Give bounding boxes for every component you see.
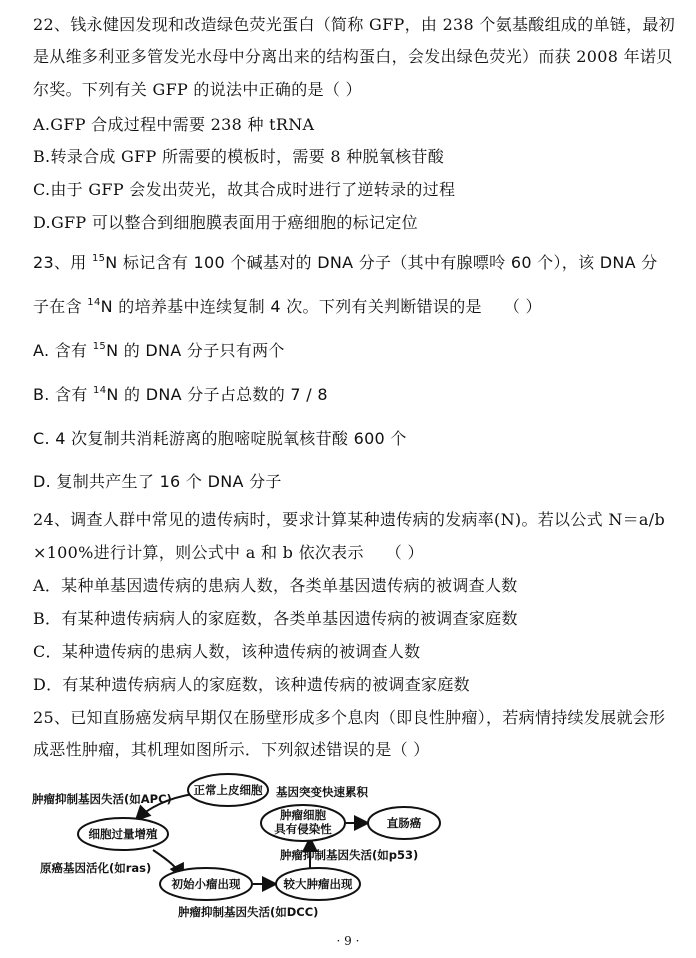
superscript-14: 14 <box>87 297 101 308</box>
q24-option-a: A．某种单基因遗传病的患病人数，各类单基因遗传病的被调查人数 <box>33 576 518 595</box>
q25-stem-line2: 成恶性肿瘤，其机理如图所示．下列叙述错误的是（ ） <box>33 740 430 759</box>
label-mutation-accumulation: 基因突变快速累积 <box>276 785 368 799</box>
colorectal-cancer-mechanism-diagram <box>28 768 468 928</box>
q24-option-d: D．有某种遗传病病人的家庭数，该种遗传病的被调查家庭数 <box>33 675 470 694</box>
node-normal-cell <box>188 774 268 806</box>
q23-option-a: A. 含有 $^{15}$N 的 DNA 分子只有两个 <box>33 341 285 360</box>
q24-option-b: B．有某种遗传病病人的家庭数，各类单基因遗传病的被调查家庭数 <box>33 609 518 628</box>
q22-stem-line3: 尔奖。下列有关 GFP 的说法中正确的是（ ） <box>33 80 362 99</box>
svg-text:正常上皮细胞: 正常上皮细胞 <box>193 783 263 797</box>
q23-option-c: C. 4 次复制共消耗游离的胞嘧啶脱氧核苷酸 600 个 <box>33 429 407 448</box>
q22-stem-line2: 是从维多利亚多管发光水母中分离出来的结构蛋白，会发出绿色荧光）而获 2008 年诺贝 <box>33 47 673 66</box>
answer-blank: （ ） <box>503 297 542 316</box>
q22-option-d: D.GFP 可以整合到细胞膜表面用于癌细胞的标记定位 <box>33 213 418 232</box>
svg-text:初始小瘤出现: 初始小瘤出现 <box>171 877 241 891</box>
q24-stem-line2: ×100%进行计算，则公式中 a 和 b 依次表示 （ ） <box>33 543 424 562</box>
q24-stem-line1: 24、调查人群中常见的遗传病时，要求计算某种遗传病的发病率(N)。若以公式 N＝a/b <box>33 510 666 529</box>
node-invasive-tumor <box>261 805 345 841</box>
label-apc: 肿瘤抑制基因失活(如APC) <box>32 792 172 806</box>
q23-option-d: D. 复制共产生了 16 个 DNA 分子 <box>33 472 282 491</box>
label-p53: 肿瘤抑制基因失活(如p53) <box>280 848 419 862</box>
label-ras: 原癌基因活化(如ras) <box>40 861 152 875</box>
svg-text:直肠癌: 直肠癌 <box>386 816 422 830</box>
q25-stem-line1: 25、已知直肠癌发病早期仅在肠壁形成多个息肉（即良性肿瘤），若病情持续发展就会形 <box>33 708 666 727</box>
q24-option-c: C．某种遗传病的患病人数，该种遗传病的被调查人数 <box>33 642 421 661</box>
svg-text:具有侵染性: 具有侵染性 <box>274 822 332 836</box>
q22-option-c: C.由于 GFP 会发出荧光，故其合成时进行了逆转录的过程 <box>33 180 456 199</box>
svg-text:肿瘤细胞: 肿瘤细胞 <box>280 808 326 822</box>
q23-stem-line2: 子在含 $^{14}$N 的培养基中连续复制 4 次。下列有关判断错误的是 （ ） <box>33 297 542 316</box>
page-number: · 9 · <box>336 934 360 948</box>
q22-stem-line1: 22、钱永健因发现和改造绿色荧光蛋白（简称 GFP，由 238 个氨基酸组成的单链，最初 <box>33 15 676 34</box>
node-large-tumor <box>276 868 360 900</box>
q22-option-b: B.转录合成 GFP 所需要的模板时，需要 8 种脱氧核苷酸 <box>33 147 445 166</box>
node-overgrowth <box>78 818 168 850</box>
superscript-15: 15 <box>91 253 106 264</box>
node-colorectal-cancer <box>368 807 440 839</box>
label-dcc: 肿瘤抑制基因失活(如DCC) <box>178 905 319 919</box>
q23-option-b: B. 含有 $^{14}$N 的 DNA 分子占总数的 7 / 8 <box>33 385 328 404</box>
svg-text:细胞过量增殖: 细胞过量增殖 <box>88 827 158 841</box>
q23-stem-line1: 23、用 $^{15}$N 标记含有 100 个碱基对的 DNA 分子（其中有腺嘌呤 60 个），该 DNA 分 <box>33 253 658 272</box>
svg-text:较大肿瘤出现: 较大肿瘤出现 <box>283 877 353 891</box>
node-small-tumor <box>160 868 252 900</box>
q22-option-a: A.GFP 合成过程中需要 238 种 tRNA <box>33 115 315 134</box>
answer-blank: （ ） <box>385 543 424 562</box>
